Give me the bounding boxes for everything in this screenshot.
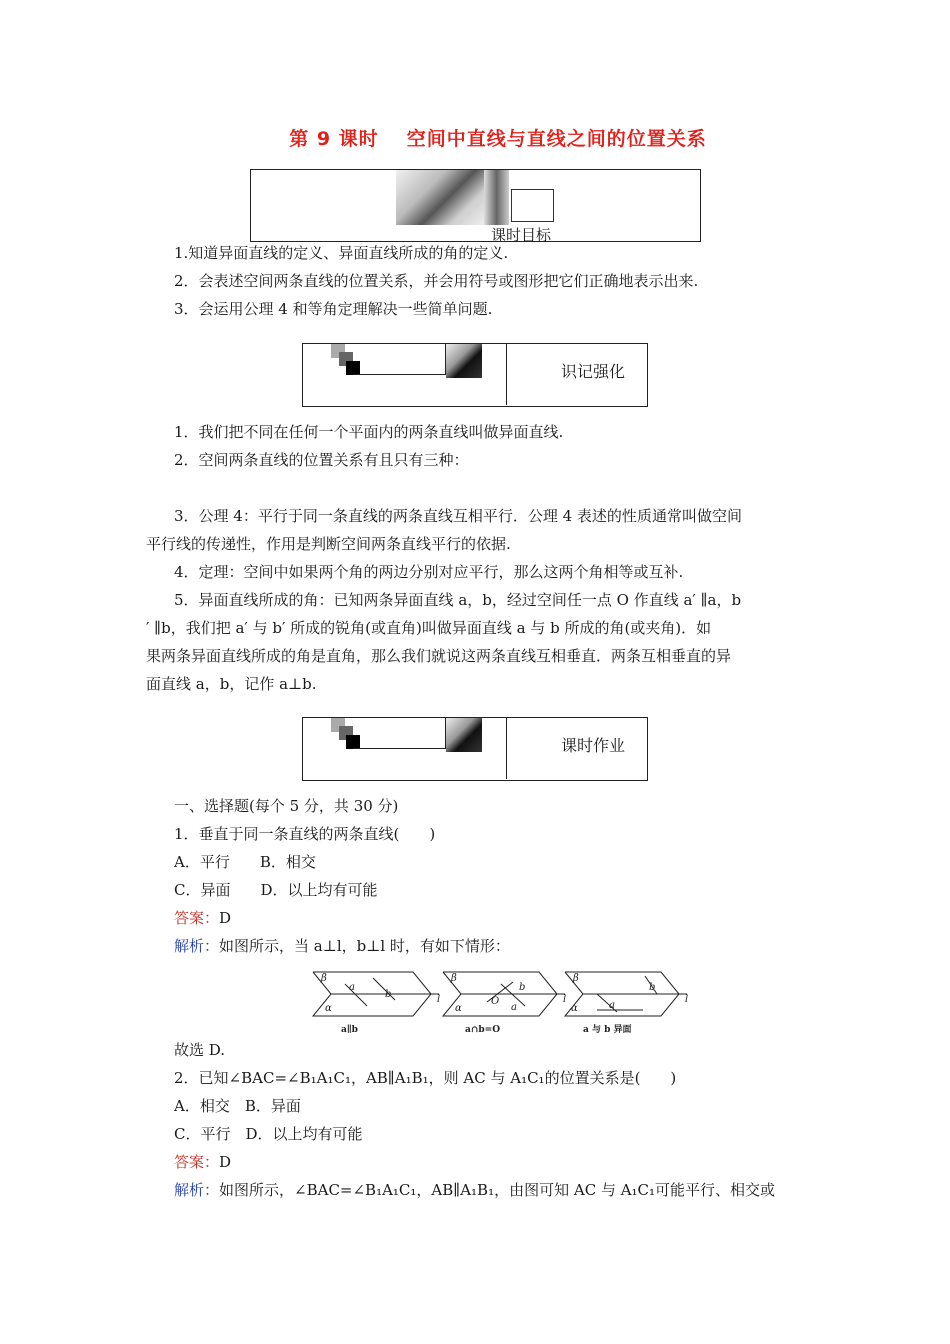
fig-caption: a∥b	[341, 1025, 358, 1035]
answer-label: 答案：	[174, 909, 220, 927]
fig-caption: a 与 b 异面	[583, 1025, 632, 1035]
recall-banner	[302, 343, 648, 407]
fig-letter: a	[609, 1000, 615, 1011]
recall-p3b: 平行线的传递性，作用是判断空间两条直线平行的依据.	[146, 535, 511, 553]
banner-slash-icon	[446, 718, 482, 752]
fig-letter: l	[563, 994, 567, 1005]
fig-letter: b	[385, 989, 392, 1000]
q1-options-ab: A．平行 B．相交	[174, 853, 316, 871]
banner-divider	[506, 718, 507, 779]
answer-value: D	[219, 1153, 232, 1171]
analysis-label: 解析：	[174, 1181, 220, 1199]
fig-letter: β	[573, 973, 579, 984]
page-title	[0, 124, 950, 151]
recall-label: 识记强化	[561, 362, 626, 381]
banner-bar-icon	[484, 170, 509, 225]
recall-p5c: 果两条异面直线所成的角是直角，那么我们就说这两条直线互相垂直．两条互相垂直的异	[146, 647, 732, 665]
lesson-number: 第 9 课时	[289, 128, 379, 150]
goal-1: 1.知道异面直线的定义、异面直线所成的角的定义.	[174, 244, 509, 262]
recall-p5b: ′ ∥b，我们把 a′ 与 b′ 所成的锐角(或直角)叫做异面直线 a 与 b 所成的角(或夹角)．如	[146, 619, 712, 637]
q2-answer	[174, 1152, 231, 1172]
analysis-text: 如图所示，∠BAC=∠B₁A₁C₁，AB∥A₁B₁，由图可知 AC 与 A₁C₁可能平行、相交或	[219, 1181, 776, 1199]
fig-letter: α	[455, 1003, 462, 1014]
fig-letter: β	[451, 973, 457, 984]
goals-label: 课时目标	[491, 226, 552, 244]
figure-intersect	[443, 972, 566, 1035]
q2-analysis	[174, 1180, 775, 1200]
banner-frame-icon	[353, 344, 446, 375]
homework-label: 课时作业	[561, 736, 626, 755]
fig-letter: b	[649, 982, 656, 993]
recall-p5a: 5．异面直线所成的角：已知两条异面直线 a，b，经过空间任一点 O 作直线 a′ ∥a，b	[174, 591, 742, 609]
q2-stem: 2．已知∠BAC=∠B₁A₁C₁，AB∥A₁B₁，则 AC 与 A₁C₁的位置关系是( )	[174, 1069, 677, 1087]
fig-letter: O	[491, 996, 500, 1007]
q1-conclusion: 故选 D.	[174, 1041, 226, 1059]
banner-frame-icon	[353, 718, 446, 749]
recall-p2: 2．空间两条直线的位置关系有且只有三种：	[174, 451, 469, 469]
homework-banner	[302, 717, 648, 781]
q1-analysis	[174, 936, 510, 956]
analysis-text: 如图所示，当 a⊥l，b⊥l 时，有如下情形：	[219, 937, 510, 955]
homework-heading: 一、选择题(每个 5 分，共 30 分)	[174, 797, 399, 815]
q1-stem: 1．垂直于同一条直线的两条直线( )	[174, 825, 436, 843]
q1-figure	[305, 966, 689, 1038]
q1-answer	[174, 908, 231, 928]
fig-letter: β	[321, 973, 327, 984]
fig-caption: a∩b=O	[465, 1025, 501, 1035]
recall-p3a: 3．公理 4：平行于同一条直线的两条直线互相平行．公理 4 表述的性质通常叫做空间	[174, 507, 742, 525]
fig-letter: b	[519, 982, 526, 993]
fig-letter: a	[511, 1002, 517, 1013]
fig-letter: l	[437, 994, 441, 1005]
banner-decoration-icon	[396, 170, 486, 225]
goal-2: 2．会表述空间两条直线的位置关系，并会用符号或图形把它们正确地表示出来.	[174, 272, 699, 290]
banner-divider	[506, 344, 507, 405]
lesson-topic: 空间中直线与直线之间的位置关系	[406, 128, 707, 150]
goal-3: 3．会运用公理 4 和等角定理解决一些简单问题.	[174, 300, 493, 318]
q2-options-cd: C．平行 D．以上均有可能	[174, 1125, 363, 1143]
fig-letter: l	[685, 994, 689, 1005]
fig-letter: α	[325, 1003, 332, 1014]
recall-p4: 4．定理：空间中如果两个角的两边分别对应平行，那么这两个角相等或互补.	[174, 563, 684, 581]
fig-letter: α	[571, 1003, 578, 1014]
figure-parallel	[313, 972, 440, 1035]
answer-value: D	[219, 909, 232, 927]
banner-slash-icon	[446, 344, 482, 378]
analysis-label: 解析：	[174, 937, 220, 955]
q1-options-cd: C．异面 D．以上均有可能	[174, 881, 378, 899]
figure-skew	[565, 972, 688, 1035]
q2-options-ab: A．相交 B．异面	[174, 1097, 301, 1115]
answer-label: 答案：	[174, 1153, 220, 1171]
goals-banner	[250, 169, 701, 242]
recall-p5d: 面直线 a，b，记作 a⊥b.	[146, 675, 317, 693]
banner-frame-icon	[511, 189, 554, 222]
fig-letter: a	[349, 982, 355, 993]
recall-p1: 1．我们把不同在任何一个平面内的两条直线叫做异面直线.	[174, 423, 564, 441]
